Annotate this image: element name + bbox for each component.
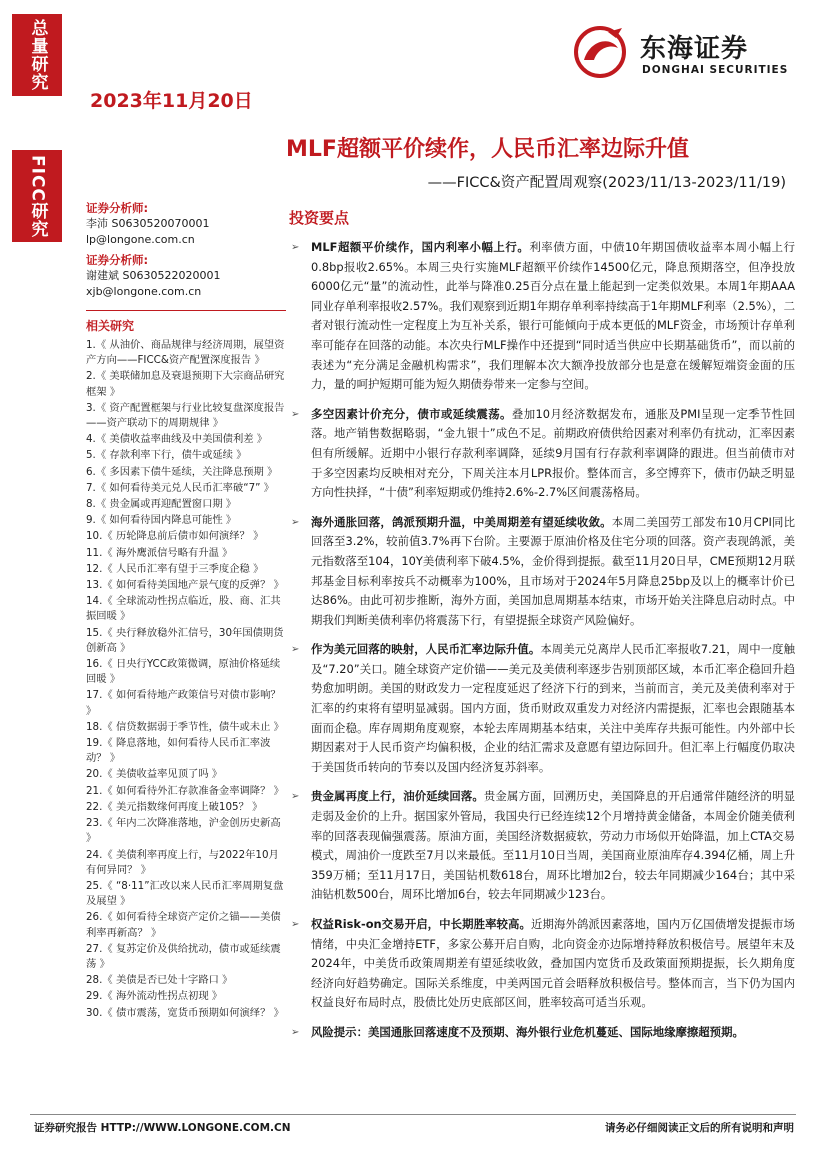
key-point-item bbox=[289, 238, 795, 395]
key-point-text: 本周二美国劳工部发布10月CPI同比回落至3.2%，较前值3.7%再下台阶。主要源于原油价格及住宅分项的回落。资产表现鸽派，美元指数落至104，10Y美债利率下破4.5%，金价得到提振。截至11月20日早，CME预期12月联邦基金目标利率按兵不动概率为100%，且市场对于2024年5月降息25bp及以上的概率计价已达86%。由此可初步推断，海外方面，美国加息周期基本结束，市场开始关注降息启动时点。中期我们判断美债利率仍将震荡下行，有望提振全球资产风险偏好。 bbox=[311, 514, 795, 627]
report-subtitle: ——FICC&资产配置周观察(2023/11/13-2023/11/19) bbox=[427, 175, 786, 191]
key-point-item bbox=[289, 513, 795, 631]
side-tab-macro: 总量研究 bbox=[12, 14, 62, 96]
related-research-item[interactable]: 6.《 多因素下债牛延续，关注降息预期 》 bbox=[86, 465, 278, 478]
related-research-item[interactable]: 26.《 如何看待全球资产定价之锚——美债利率再新高？ 》 bbox=[86, 911, 281, 939]
footer-site: 证券研究报告 HTTP://WWW.LONGONE.COM.CN bbox=[34, 1122, 291, 1134]
arrow-bullet-icon: ➢ bbox=[291, 242, 300, 253]
related-research-item[interactable]: 22.《 美元指数缘何再度上破105？ 》 bbox=[86, 800, 263, 813]
key-points-list bbox=[289, 238, 795, 1043]
footer-divider bbox=[30, 1114, 796, 1115]
analyst-name: 谢建斌 S0630522020001 bbox=[86, 269, 221, 282]
related-research-item[interactable]: 2.《 美联储加息及衰退预期下大宗商品研究框架 》 bbox=[86, 370, 285, 398]
related-research-item[interactable]: 18.《 信贷数据弱于季节性，债牛或未止 》 bbox=[86, 720, 284, 733]
key-points bbox=[289, 207, 795, 1053]
related-research-item[interactable]: 11.《 海外鹰派信号略有升温 》 bbox=[86, 546, 233, 559]
arrow-bullet-icon: ➢ bbox=[291, 919, 300, 930]
key-point-lead: 作为美元回落的映射，人民币汇率边际升值。 bbox=[311, 642, 541, 657]
related-research-item[interactable]: 30.《 债市震荡，宽货币预期如何演绎？ 》 bbox=[86, 1006, 284, 1019]
related-research-item[interactable]: 29.《 海外流动性拐点初现 》 bbox=[86, 990, 223, 1003]
key-point-lead: MLF超额平价续作，国内利率小幅上行。 bbox=[311, 240, 530, 254]
related-research-item[interactable]: 4.《 美债收益率曲线及中美国债利差 》 bbox=[86, 433, 268, 446]
related-research-item[interactable]: 1.《 从油价、商品规律与经济周期，展望资产方向——FICC&资产配置深度报告 》 bbox=[86, 339, 285, 367]
brand-name-en: DONGHAI SECURITIES bbox=[642, 64, 789, 76]
analyst-label: 证券分析师: bbox=[86, 253, 149, 267]
related-research-item[interactable]: 10.《 历轮降息前后债市如何演绎？ 》 bbox=[86, 530, 264, 543]
related-research-item[interactable]: 7.《 如何看待美元兑人民币汇率破“7” 》 bbox=[86, 481, 275, 494]
dragon-logo-icon bbox=[570, 20, 634, 84]
key-point-lead: 贵金属再度上行，油价延续回落。 bbox=[311, 789, 484, 804]
report-title: MLF超额平价续作，人民币汇率边际升值 bbox=[286, 137, 689, 162]
related-research-item[interactable]: 14.《 全球流动性拐点临近，股、商、汇共振回暖 》 bbox=[86, 595, 281, 623]
key-point-item bbox=[289, 915, 795, 1013]
key-points-heading: 投资要点 bbox=[289, 209, 350, 227]
key-point-text: 本周美元兑离岸人民币汇率报收7.21，周中一度触及“7.20”关口。随全球资产定价锚——美元及美债利率逐步告别顶部区域，本币汇率企稳回升趋势愈加明朗。美国的财政发力一定程度延迟了经济下行的到来，当前而言，美元及美债利率对于汇率的约束将有望明显减弱。国内方面，货币财政双重发力对经济内需提振，汇率也会跟随基本面而企稳。库存周期角度观察，本轮去库周期基本结束，关注中美库存共振可能性。内外部中长期因素对于人民币资产均偏积极，企业的结汇需求及意愿有望边际回升。但汇率上行幅度仍取决于美国货币转向的节奏以及国内经济复苏斜率。 bbox=[311, 642, 795, 774]
key-point-item bbox=[289, 1023, 795, 1043]
analyst-email[interactable]: xjb@longone.com.cn bbox=[86, 285, 202, 298]
analyst-name: 李沛 S0630520070001 bbox=[86, 217, 210, 230]
analyst-email[interactable]: lp@longone.com.cn bbox=[86, 233, 195, 246]
side-tab-ficc: FICC研究 bbox=[12, 150, 62, 242]
key-point-lead: 多空因素计价充分，债市或延续震荡。 bbox=[311, 406, 512, 421]
key-point-text: 利率债方面，中债10年期国债收益率本周小幅上行0.8bp报收2.65%。本周三央行实施MLF超额平价续作14500亿元，降息预期落空，但净投放6000亿元“量”的流动性，此举与降准0.25百分点在量上能起到一定类似效果。本周1年期AAA同业存单利率报收2.57%。我们观察到近期1年期存单利率持续高于1年期MLF利率（2.5%），二者对银行流动性一定程度上为互补关系，银行可能倾向于成本更低的MLF资金，市场预计存单利率可能存在回落的动能。本次央行MLF操作中还提到“同时适当供应中长期基础货币”，而以前的表述为“充分满足金融机构需求”，我们理解本次大额净投放部分也是意在缓解短端资金面的压力，量的呵护短期可能为短久期债券带来一定参与空间。 bbox=[311, 240, 795, 392]
arrow-bullet-icon: ➢ bbox=[291, 516, 300, 528]
key-point-item bbox=[289, 640, 795, 777]
brand-name-cn: 东海证券 bbox=[640, 34, 749, 64]
key-point-item bbox=[289, 787, 795, 905]
related-research-item[interactable]: 13.《 如何看待美国地产景气度的反弹？ 》 bbox=[86, 579, 284, 592]
key-point-text: 近期海外鸽派因素落地，国内万亿国债增发提振市场情绪，中央汇金增持ETF，多家公募开启自购，北向资金亦边际增持释放积极信号。展望年末及2024年，中美货币政策周期差有望延续收敛，叠加国内宽货币及政策面预期提振，长久期角度经济向好趋势确定。国际关系维度，中美两国元首会晤释放积极信号。整体而言，当下仍为国内权益良好布局时点，股债比处历史底部区间，胜率较高可适当乐观。 bbox=[311, 917, 795, 1010]
related-research-item[interactable]: 8.《 贵金属或再迎配置窗口期 》 bbox=[86, 498, 237, 511]
arrow-bullet-icon: ➢ bbox=[291, 644, 300, 656]
footer-disclaimer: 请务必仔细阅读正文后的所有说明和声明 bbox=[605, 1122, 794, 1134]
related-research-item[interactable]: 19.《 降息落地，如何看待人民币汇率波动？ 》 bbox=[86, 737, 271, 765]
related-research-item[interactable]: 25.《 “8·11”汇改以来人民币汇率周期复盘及展望 》 bbox=[86, 879, 284, 908]
sidebar bbox=[86, 196, 286, 1022]
related-research-item[interactable]: 20.《 美债收益率见顶了吗 》 bbox=[86, 768, 223, 781]
arrow-bullet-icon: ➢ bbox=[291, 408, 300, 420]
related-research-item[interactable]: 28.《 美债是否已处十字路口 》 bbox=[86, 974, 233, 987]
related-research-item[interactable]: 15.《 央行释放稳外汇信号，30年国债期货创新高 》 bbox=[86, 626, 284, 654]
key-point-item bbox=[289, 405, 795, 503]
related-research-item[interactable]: 3.《 资产配置框架与行业比较复盘深度报告——资产联动下的周期规律 》 bbox=[86, 401, 285, 430]
brand-logo bbox=[570, 20, 796, 84]
key-point-text: 贵金属方面，回溯历史，美国降息的开启通常伴随经济的明显走弱及金价的上升。据国家外管局，我国央行已经连续12个月增持黄金储备，本周金价随美债利率的回落表现偏强震荡。原油方面，美国经济数据疲软，劳动力市场似开始降温，加上CTA交易模式，周油价一度跌至7月以来最低。至11月10日当周，美国商业原油库存4.394亿桶，周上升359万桶；至11月17日，美国钻机数618台，周环比增加2台，较去年同期减少164台；其中采油钻机数500台，周环比增加6台，较去年同期减少123台。 bbox=[311, 789, 795, 902]
related-research-item[interactable]: 21.《 如何看待外汇存款准备金率调降？ 》 bbox=[86, 784, 284, 797]
related-research-item[interactable]: 17.《 如何看待地产政策信号对债市影响？ 》 bbox=[86, 689, 281, 717]
related-research-item[interactable]: 16.《 日央行YCC政策微调，原油价格延续回暖 》 bbox=[86, 658, 281, 686]
key-point-lead: 海外通胀回落，鸽派预期升温，中美周期差有望延续收敛。 bbox=[311, 514, 612, 529]
key-point-lead: 权益Risk-on交易开启，中长期胜率较高。 bbox=[311, 917, 532, 931]
report-date: 2023年11月20日 bbox=[90, 90, 253, 112]
arrow-bullet-icon: ➢ bbox=[291, 1026, 300, 1038]
arrow-bullet-icon: ➢ bbox=[291, 791, 300, 803]
related-research-item[interactable]: 5.《 存款利率下行，债牛或延续 》 bbox=[86, 449, 247, 462]
key-point-text: 叠加10月经济数据发布，通胀及PMI呈现一定季节性回落。地产销售数据略弱，“金九银十”成色不足。前期政府债供给因素对利率仍有扰动，汇率因素但有所缓解。近期中小银行存款利率调降，延续9月国有行存款利率调降的跟进。但当前债市对于多空因素均反映相对充分，下周关注本月LPR报价。整体而言，多空博弈下，债市仍缺乏明显方向性抉择，“十债”利率短期或仍维持2.6%-2.7%区间震荡格局。 bbox=[311, 406, 795, 500]
related-research-title: 相关研究 bbox=[86, 310, 286, 334]
related-research-item[interactable]: 23.《 年内二次降准落地，沪金创历史新高 》 bbox=[86, 817, 281, 845]
key-point-lead: 风险提示：美国通胀回落速度不及预期、海外银行业危机蔓延、国际地缘摩擦超预期。 bbox=[311, 1024, 744, 1039]
related-research-list bbox=[86, 338, 286, 1021]
related-research-item[interactable]: 12.《 人民币汇率有望于三季度企稳 》 bbox=[86, 562, 264, 575]
analyst-label: 证券分析师: bbox=[86, 201, 149, 215]
related-research-item[interactable]: 27.《 复苏定价及供给扰动，债市或延续震荡 》 bbox=[86, 942, 281, 970]
related-research-item[interactable]: 9.《 如何看待国内降息可能性 》 bbox=[86, 514, 237, 527]
related-research-item[interactable]: 24.《 美债利率再度上行，与2022年10月有何异同？ 》 bbox=[86, 848, 279, 876]
